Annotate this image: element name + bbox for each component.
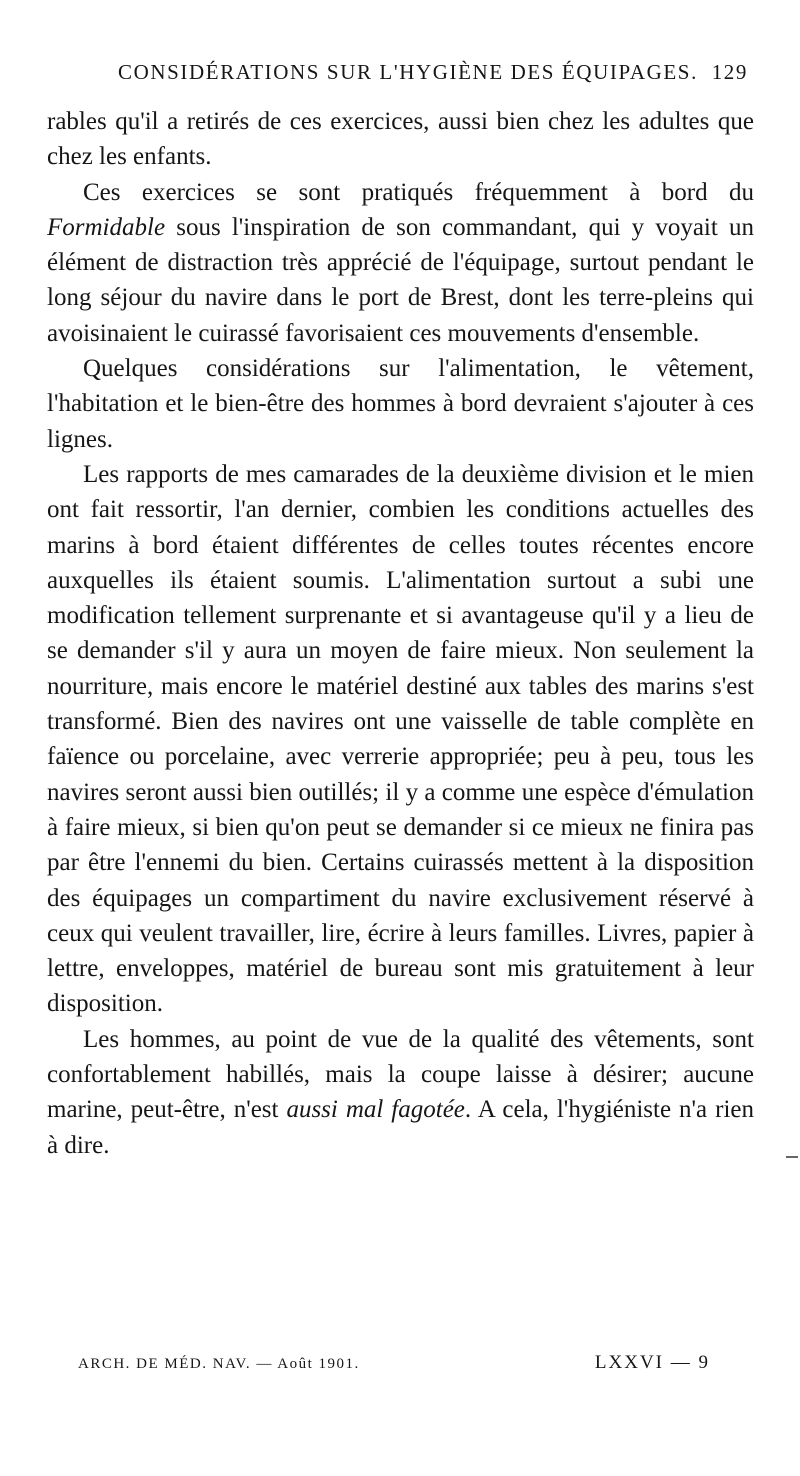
journal-citation: ARCH. DE MÉD. NAV. — Août 1901. bbox=[78, 1356, 360, 1372]
body-text bbox=[47, 104, 754, 1163]
italic-segment: Formidable bbox=[47, 213, 166, 241]
running-title: CONSIDÉRATIONS SUR L'HYGIÈNE DES ÉQUIPAGES. bbox=[118, 60, 698, 84]
paragraph bbox=[47, 175, 754, 351]
text-segment: Les rapports de mes camarades de la deuxième division et le mien ont fait ressortir, l'an dernier, combien les conditions actuelles des marins à bord étaient différentes de celles toutes récentes encore auxquelles ils étaient soumis. L'alimentation surtout a subi une modification tellement surprenante et si avantageuse qu'il y a lieu de se demander s'il y aura un moyen de faire mieux. Non seulement la nourriture, mais encore le matériel destiné aux tables des marins s'est transformé. Bien des navires ont une vaisselle de table complète en faïence ou porcelaine, avec verrerie appropriée; peu à peu, tous les navires seront aussi bien outillés; il y a comme une espèce d'émulation à faire mieux, si bien qu'on peut se demander si ce mieux ne finira pas par être l'ennemi du bien. Certains cuirassés mettent à la disposition des équipages un compartiment du navire exclusivement réservé à ceux qui veulent travailler, lire, écrire à leurs familles. Livres, papier à lettre, enveloppes, matériel de bureau sont mis gratuitement à leur disposition. bbox=[47, 460, 754, 1018]
text-segment: rables qu'il a retirés de ces exercices, aussi bien chez les adultes que chez les enfants. bbox=[47, 108, 754, 171]
text-segment: . A cela, l'hygiéniste n'a rien à dire. bbox=[47, 1096, 754, 1159]
text-segment: Les hommes, au point de vue de la qualité des vêtements, sont confortablement habillés, mais la coupe laisse à désirer; aucune marine, peut-être, n'est bbox=[47, 1025, 754, 1124]
paragraph bbox=[47, 457, 754, 1022]
italic-segment: aussi mal fagotée bbox=[286, 1096, 465, 1124]
page-number: 129 bbox=[711, 60, 748, 84]
margin-mark bbox=[786, 1156, 798, 1158]
text-segment: Ces exercices se sont pratiqués fréquemment à bord du bbox=[83, 178, 754, 206]
text-segment: sous l'inspiration de son commandant, qui y voyait un élément de distraction très apprécié de l'équipage, surtout pendant le long séjour du navire dans le port de Brest, dont les terre-pleins qui avoisinaient le cuirassé favorisaient ces mouvements d'ensemble. bbox=[47, 213, 754, 347]
paragraph bbox=[47, 104, 754, 175]
paragraph bbox=[47, 1022, 754, 1163]
text-segment: Quelques considérations sur l'alimentation, le vêtement, l'habitation et le bien-être des hommes à bord devraient s'ajouter à ces lignes. bbox=[47, 355, 754, 453]
signature-mark: LXXVI — 9 bbox=[594, 1352, 710, 1373]
paragraph bbox=[47, 351, 754, 457]
